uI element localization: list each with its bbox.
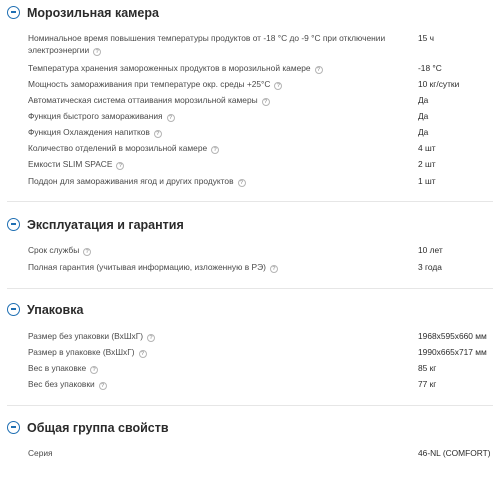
minus-circle-icon[interactable] [7,218,20,231]
spec-label: Вес в упаковке [28,363,87,373]
section-header[interactable] [0,216,500,234]
spec-label: Температура хранения замороженных продуктов в морозильной камере [28,63,311,73]
section-title: Упаковка [27,303,84,317]
question-circle-icon[interactable] [211,146,219,154]
question-circle-icon[interactable] [90,366,98,374]
spec-label: Полная гарантия (учитывая информацию, изложенную в РЭ) [28,262,266,272]
section-divider [7,405,493,406]
question-circle-icon[interactable] [99,382,107,390]
question-circle-icon[interactable] [315,66,323,74]
section-header[interactable] [0,301,500,319]
section-title: Эксплуатация и гарантия [27,218,184,232]
spec-value: 77 кг [418,379,437,389]
spec-value: Да [418,111,429,121]
question-circle-icon[interactable] [154,130,162,138]
question-circle-icon[interactable] [270,265,278,273]
spec-label: Вес без упаковки [28,379,95,389]
minus-circle-icon[interactable] [7,421,20,434]
spec-label: Размер в упаковке (ВхШхГ) [28,347,135,357]
spec-value: 3 года [418,262,442,272]
spec-label: Серия [28,448,53,458]
spec-label: Номинальное время повышения температуры продуктов от -18 °C до -9 °C при отключении электроэнергии [28,33,386,55]
question-circle-icon[interactable] [238,179,246,187]
spec-value: 15 ч [418,33,435,43]
spec-label: Количество отделений в морозильной камере [28,143,208,153]
spec-value: 1968x595x660 мм [418,331,487,341]
question-circle-icon[interactable] [116,162,124,170]
minus-circle-icon[interactable] [7,303,20,316]
question-circle-icon[interactable] [147,334,155,342]
minus-circle-icon[interactable] [7,6,20,19]
section-title: Общая группа свойств [27,421,169,435]
spec-value: -18 °C [418,63,442,73]
question-circle-icon[interactable] [83,248,91,256]
spec-value: 4 шт [418,143,436,153]
spec-label: Мощность замораживания при температуре окр. среды +25°C [28,79,271,89]
question-circle-icon[interactable] [167,114,175,122]
spec-value: 1990x665x717 мм [418,347,487,357]
spec-label: Функция быстрого замораживания [28,111,163,121]
question-circle-icon[interactable] [93,48,101,56]
spec-value: 1 шт [418,176,436,186]
question-circle-icon[interactable] [139,350,147,358]
question-circle-icon[interactable] [262,98,270,106]
spec-value: 46-NL (COMFORT) [418,448,491,458]
spec-label: Автоматическая система оттаивания морозильной камеры [28,95,258,105]
spec-value: 2 шт [418,159,436,169]
section-divider [7,201,493,202]
spec-label: Емкости SLIM SPACE [28,159,113,169]
spec-value: 10 кг/сутки [418,79,460,89]
spec-value: 85 кг [418,363,437,373]
spec-value: Да [418,127,429,137]
spec-label: Функция Охлаждения напитков [28,127,150,137]
spec-label: Размер без упаковки (ВхШхГ) [28,331,144,341]
section-divider [7,288,493,289]
spec-label: Поддон для замораживания ягод и других продуктов [28,176,234,186]
spec-value: Да [418,95,429,105]
spec-value: 10 лет [418,245,443,255]
section-title: Морозильная камера [27,6,159,20]
section-header[interactable] [0,4,500,22]
section-header[interactable] [0,419,500,437]
question-circle-icon[interactable] [274,82,282,90]
spec-label: Срок службы [28,245,80,255]
